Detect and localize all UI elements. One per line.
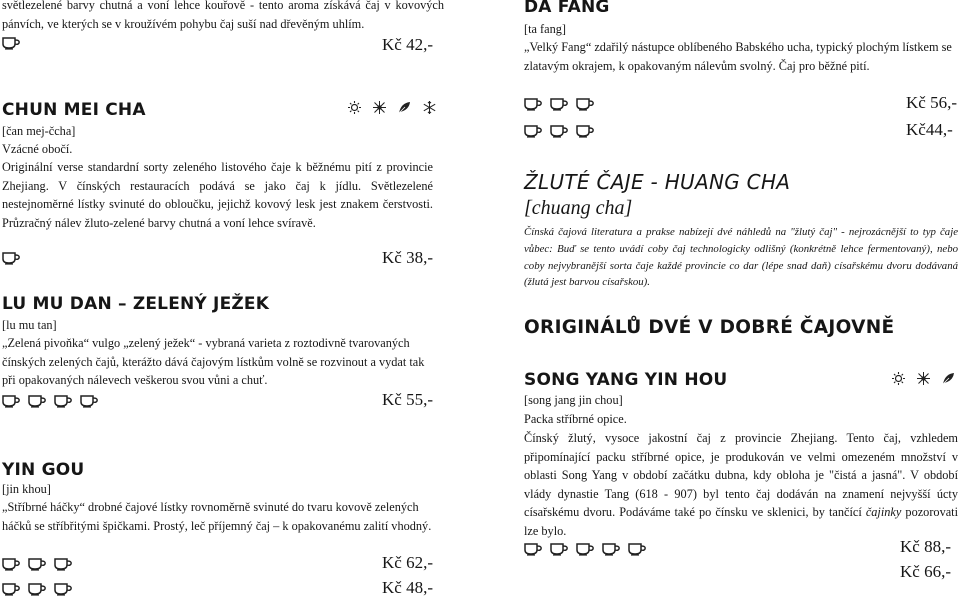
- teacup-icon: [550, 97, 569, 111]
- teacup-icon: [28, 557, 47, 571]
- intro-price: Kč 42,-: [382, 35, 433, 54]
- snowflake-icon: [423, 101, 436, 114]
- huang-cha-title: ŽLUTÉ ČAJE - HUANG CHA: [524, 170, 791, 194]
- sunburst-icon: [373, 101, 386, 114]
- song-yang-subtitle: Packa stříbrné opice.: [524, 412, 627, 426]
- lu-mu-dan-cup-rating: [2, 394, 99, 408]
- chun-mei-symbols: [348, 101, 436, 114]
- intro-description: světlezelené barvy chutná a voní lehce kouřově - tento aroma získává čaj v kovových pánvích, ve kterých se v kroužívém pohybu čaj suší nad dřevěným uhlím.: [2, 0, 444, 31]
- da-fang-price-b: Kč44,-: [906, 120, 953, 139]
- chun-mei-cup-rating: [2, 251, 21, 265]
- sunburst-icon: [917, 372, 930, 385]
- song-yang-description-italic: čajinky: [865, 505, 902, 520]
- teacup-icon: [524, 124, 543, 138]
- da-fang-price-a: Kč 56,-: [906, 93, 957, 112]
- teacup-icon: [602, 542, 621, 556]
- chun-mei-pronunciation: [čan mej-čcha]: [2, 124, 76, 138]
- teacup-icon: [28, 394, 47, 408]
- da-fang-cup-rating-b: [524, 124, 595, 138]
- song-yang-symbols: [892, 372, 955, 385]
- teacup-icon: [550, 124, 569, 138]
- lu-mu-dan-price: Kč 55,-: [382, 390, 433, 409]
- chun-mei-subtitle: Vzácné obočí.: [2, 142, 73, 156]
- song-yang-pronunciation: [song jang jin chou]: [524, 393, 623, 407]
- sun-icon: [348, 101, 361, 114]
- sun-icon: [892, 372, 905, 385]
- yin-gou-pronunciation: [jin khou]: [2, 482, 51, 496]
- yin-gou-price-a: Kč 62,-: [382, 553, 433, 572]
- yin-gou-description: „Stříbrné háčky“ drobné čajové lístky rovnoměrně svinuté do tvaru kovově zelených háčků se stříbřitými špičkami. Prostý, leč příjemný čaj – k opakovanému zalití vhodný.: [2, 500, 432, 533]
- teacup-icon: [550, 542, 569, 556]
- teacup-icon: [2, 36, 21, 50]
- huang-cha-pronunciation: [chuang cha]: [524, 197, 633, 219]
- yin-gou-cup-rating-a: [2, 557, 73, 571]
- teacup-icon: [2, 582, 21, 596]
- yin-gou-cup-rating-b: [2, 582, 73, 596]
- chun-mei-title: CHUN MEI CHA: [2, 100, 146, 120]
- da-fang-cup-rating-a: [524, 97, 595, 111]
- yin-gou-title: YIN GOU: [2, 460, 85, 480]
- song-yang-description-main: Čínský žlutý, vysoce jakostní čaj z provincie Zhejiang. Tento čaj, vzhledem připomínající packu stříbrné opice, je produkován ve velmi omezeném množství v oblasti Song Yang v období začátku dubna, kdy obloha je "čistá a jasná". V období vlády dynastie Tang (618 - 907) byl tento čaj dodáván na znamení nejvyšší úcty císařskému dvoru. Podáváme také po čínsku ve sklenici, by tančící: [524, 431, 958, 520]
- chun-mei-price: Kč 38,-: [382, 248, 433, 267]
- leaf-icon: [942, 372, 955, 385]
- originalu-heading: ORIGINÁLŮ DVÉ V DOBRÉ ČAJOVNĚ: [524, 317, 895, 338]
- song-yang-description-end: pozorovati lze bylo.: [524, 505, 959, 538]
- teacup-icon: [576, 542, 595, 556]
- song-yang-description: [524, 429, 958, 541]
- song-yang-title: SONG YANG YIN HOU: [524, 370, 728, 390]
- song-yang-cup-rating-a: [524, 542, 647, 556]
- leaf-icon: [398, 101, 411, 114]
- teacup-icon: [576, 124, 595, 138]
- da-fang-pronunciation: [ta fang]: [524, 22, 566, 36]
- teacup-icon: [54, 557, 73, 571]
- chun-mei-description: Originální verse standardní sorty zeleného listového čaje k běžnému pití z provincie Zhejiang. V čínských restauracích podává se jako čaj k jídlu. Světlezelené nestejnoměrné lístky svinuté do obloučku, jejichž kovový lesk jest znakem čerstvosti. Průzračný nálev žluto-zelené barvy chutná a voní lehce svíravě.: [2, 160, 433, 230]
- teacup-icon: [28, 582, 47, 596]
- teacup-icon: [524, 542, 543, 556]
- da-fang-title: DA FANG: [524, 0, 610, 17]
- yin-gou-price-b: Kč 48,-: [382, 578, 433, 597]
- teacup-icon: [2, 394, 21, 408]
- teacup-icon: [628, 542, 647, 556]
- teacup-icon: [54, 582, 73, 596]
- teacup-icon: [2, 251, 21, 265]
- teacup-icon: [2, 557, 21, 571]
- da-fang-description: „Velký Fang“ zdařilý nástupce oblíbeného Babského ucha, typický plochým lístkem se zlatavým okrajem, k opakovaným nálevům svolný. Čaj pro běžné pití.: [524, 40, 952, 73]
- teacup-icon: [80, 394, 99, 408]
- teacup-icon: [576, 97, 595, 111]
- song-yang-price-a: Kč 88,-: [900, 537, 951, 556]
- teacup-icon: [54, 394, 73, 408]
- intro-cup-rating: [2, 36, 21, 50]
- lu-mu-dan-title: LU MU DAN – ZELENÝ JEŽEK: [2, 294, 270, 314]
- huang-cha-description: Čínská čajová literatura a prakse nabízejí dvé náhledů na "žlutý čaj" - nejrozácnější to typ čaje vůbec: Buď se tento uvádí coby čaj technologicky odlišný (konkrétně lehce fermentovaný), nebo coby nejvybranější sorta čaje každé provincie co dar (lépe snad daň) císařskému dvoru dodávaná (žlutá jest barvou císařskou).: [524, 226, 958, 289]
- song-yang-price-b: Kč 66,-: [900, 562, 951, 581]
- teacup-icon: [524, 97, 543, 111]
- lu-mu-dan-pronunciation: [lu mu tan]: [2, 318, 57, 332]
- lu-mu-dan-description: „Zelená pivoňka“ vulgo „zelený ježek“ - vybraná varieta z roztodivně tvarovaných čínských zelených čajů, kterážto dává čajovým lístkům volně se rozvinout a vydat tak při opakovaných nálevech veškerou svou vůni a chuť.: [2, 336, 425, 388]
